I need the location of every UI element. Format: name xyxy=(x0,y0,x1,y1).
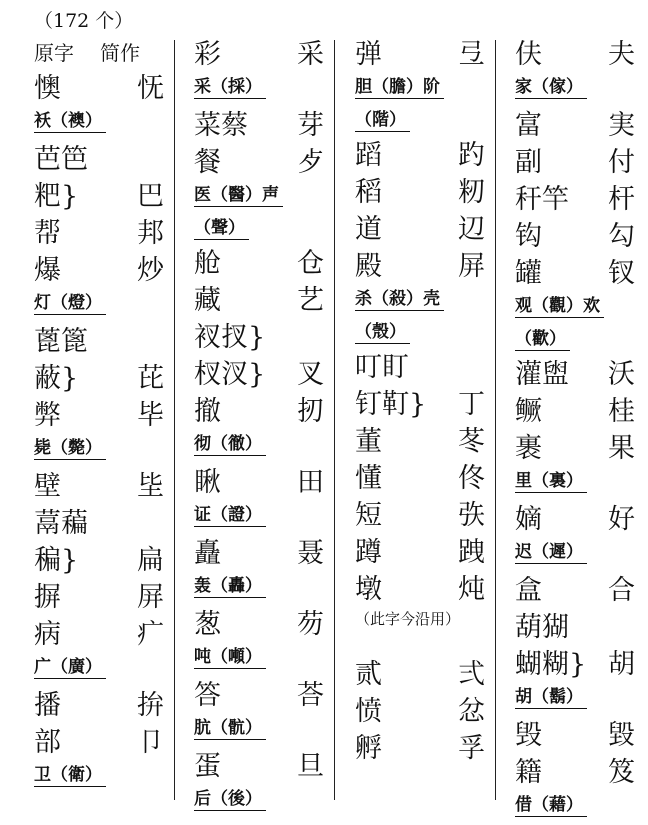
note-text: 里（裏） xyxy=(515,470,587,493)
original-char: 杈汊} xyxy=(194,359,266,390)
note-text: 采（採） xyxy=(194,76,266,99)
homophone-note xyxy=(34,434,164,468)
char-pair-row xyxy=(515,36,635,73)
homophone-note xyxy=(515,73,635,107)
homophone-note xyxy=(355,73,485,107)
simplified-char: 付 xyxy=(608,147,635,178)
original-label: 原字 xyxy=(34,41,74,65)
original-char: 墩 xyxy=(355,574,382,605)
original-char: 餐 xyxy=(194,147,221,178)
note-text: 彻（徹） xyxy=(194,433,266,456)
simplified-char: 夫 xyxy=(608,39,635,70)
note-text: 轰（轟） xyxy=(194,575,266,598)
original-char: 道 xyxy=(355,214,382,245)
homophone-note xyxy=(515,791,635,825)
char-pair-row xyxy=(515,430,635,467)
simplified-char: 歺 xyxy=(297,147,324,178)
simplified-char: 扨 xyxy=(297,396,324,427)
note-text: （歡） xyxy=(515,328,570,351)
original-char: 短 xyxy=(355,500,382,531)
char-pair-row xyxy=(34,616,164,653)
homophone-note xyxy=(355,107,485,137)
char-pair-row xyxy=(194,606,324,643)
simplified-char: 笈 xyxy=(608,757,635,788)
original-char: 鳜 xyxy=(515,396,542,427)
note-text: 借（藉） xyxy=(515,794,587,817)
simplified-char: 芘 xyxy=(137,363,164,394)
char-pair-row xyxy=(194,535,324,572)
original-char: 蹈 xyxy=(355,140,382,171)
homophone-note xyxy=(355,319,485,349)
original-char: 董 xyxy=(355,426,382,457)
char-pair-row xyxy=(34,70,164,107)
note-text: 肮（骯） xyxy=(194,717,266,740)
original-char: 病 xyxy=(34,619,61,650)
original-char: 撤 xyxy=(194,396,221,427)
char-pair-row xyxy=(34,505,164,542)
simplified-char: 拚 xyxy=(137,690,164,721)
char-pair-row xyxy=(515,181,635,218)
char-pair-row xyxy=(194,356,324,393)
simplified-char: 沃 xyxy=(608,359,635,390)
homophone-note xyxy=(515,683,635,717)
note-text: 医（醫）声 xyxy=(194,184,283,207)
original-char: 叮盯 xyxy=(355,352,409,383)
simplified-char: 旦 xyxy=(297,751,324,782)
note-text: 胆（膽）阶 xyxy=(355,76,444,99)
note-text: 胡（鬍） xyxy=(515,686,587,709)
simplified-char: 実 xyxy=(608,110,635,141)
simplified-char: 炒 xyxy=(137,255,164,286)
note-text: 灯（燈） xyxy=(34,292,106,315)
note-text: 袄（襖） xyxy=(34,110,106,133)
char-pair-row xyxy=(355,693,485,730)
simplified-char: 孚 xyxy=(458,733,485,764)
original-char: 毁 xyxy=(515,720,542,751)
simplified-char: 芴 xyxy=(297,609,324,640)
simplified-char: 卩 xyxy=(137,727,164,758)
original-char: 贰 xyxy=(355,659,382,690)
original-char: 舱 xyxy=(194,248,221,279)
char-pair-row xyxy=(515,218,635,255)
char-pair-row xyxy=(515,255,635,292)
homophone-note xyxy=(515,292,635,326)
original-char: 蓖篦 xyxy=(34,326,88,357)
char-pair-row xyxy=(515,717,635,754)
simplified-char: 叉 xyxy=(297,359,324,390)
char-pair-row xyxy=(355,497,485,534)
original-char: 秆竿 xyxy=(515,184,569,215)
char-pair-row xyxy=(355,137,485,174)
simplified-char: 屏 xyxy=(458,251,485,282)
homophone-note xyxy=(515,467,635,501)
homophone-note xyxy=(194,501,324,535)
simplified-char: 芽 xyxy=(297,110,324,141)
char-pair-row xyxy=(194,319,324,356)
original-char: 芭笆 xyxy=(34,144,88,175)
simplified-char: 弖 xyxy=(458,39,485,70)
original-char: 葫猢 xyxy=(515,612,569,643)
original-char: 矗 xyxy=(194,538,221,569)
char-pair-row xyxy=(194,748,324,785)
original-char: 弊 xyxy=(34,400,61,431)
char-pair-row xyxy=(34,323,164,360)
simplified-char: 趵 xyxy=(458,140,485,171)
char-pair-row xyxy=(515,609,635,646)
simplified-char: 丁 xyxy=(458,389,485,420)
original-char: 爆 xyxy=(34,255,61,286)
original-char: 籍 xyxy=(515,757,542,788)
original-char: 伕 xyxy=(515,39,542,70)
simplified-char: 艺 xyxy=(297,285,324,316)
homophone-note xyxy=(515,538,635,572)
char-pair-row xyxy=(194,245,324,282)
original-char: 部 xyxy=(34,727,61,758)
note-text: （殼） xyxy=(355,321,410,344)
note-text: 后（後） xyxy=(194,788,266,811)
simplified-char: 采 xyxy=(297,39,324,70)
char-pair-row xyxy=(355,571,485,608)
simplified-char: 弍 xyxy=(458,659,485,690)
char-pair-row xyxy=(34,397,164,434)
original-char: 衩扠} xyxy=(194,322,266,353)
original-char: 愤 xyxy=(355,696,382,727)
homophone-note xyxy=(194,785,324,819)
original-char: 罐 xyxy=(515,258,542,289)
original-char: 壁 xyxy=(34,471,61,502)
note-text: 家（傢） xyxy=(515,76,587,99)
simplified-char: 巴 xyxy=(137,181,164,212)
simplified-char: 跩 xyxy=(458,537,485,568)
char-pair-row xyxy=(515,646,635,683)
note-text: 观（觀）欢 xyxy=(515,295,604,318)
char-pair-row xyxy=(194,464,324,501)
char-pair-row xyxy=(355,730,485,767)
remark-text: （此字今沿用） xyxy=(355,610,461,628)
note-text: （階） xyxy=(355,109,410,132)
note-text: 毙（斃） xyxy=(34,437,106,460)
char-pair-row xyxy=(515,144,635,181)
original-char: 粑} xyxy=(34,181,79,212)
simplified-char: 屏 xyxy=(137,582,164,613)
char-pair-row xyxy=(194,144,324,181)
original-char: 彩 xyxy=(194,39,221,70)
column-header xyxy=(34,36,164,70)
column-2 xyxy=(194,36,324,819)
char-pair-row xyxy=(34,252,164,289)
homophone-note xyxy=(515,326,635,356)
char-pair-row xyxy=(515,572,635,609)
simplified-char: 苳 xyxy=(458,426,485,457)
page-header: （172 个） xyxy=(34,10,134,32)
homophone-note xyxy=(194,714,324,748)
simplified-char: 毕 xyxy=(137,400,164,431)
original-char: 蝴糊} xyxy=(515,649,587,680)
original-char: 菜蔡 xyxy=(194,110,248,141)
original-char: 瞅 xyxy=(194,467,221,498)
simplified-char: 胡 xyxy=(608,649,635,680)
original-char: 钉靪} xyxy=(355,389,427,420)
original-char: 蔽} xyxy=(34,363,79,394)
char-pair-row xyxy=(34,360,164,397)
original-char: 弹 xyxy=(355,39,382,70)
char-pair-row xyxy=(34,724,164,761)
char-pair-row xyxy=(355,386,485,423)
char-pair-row xyxy=(34,178,164,215)
homophone-note xyxy=(194,572,324,606)
original-char: 藏 xyxy=(194,285,221,316)
char-pair-row xyxy=(34,468,164,505)
simplified-char: 矤 xyxy=(458,500,485,531)
homophone-note xyxy=(34,761,164,795)
original-char: 稻 xyxy=(355,177,382,208)
simplified-char: 佟 xyxy=(458,463,485,494)
homophone-note xyxy=(34,289,164,323)
original-char: 副 xyxy=(515,147,542,178)
homophone-note xyxy=(194,73,324,107)
original-char: 裹 xyxy=(515,433,542,464)
note-text: 杀（殺）壳 xyxy=(355,288,444,311)
simplified-char: 毀 xyxy=(608,720,635,751)
original-char: 懂 xyxy=(355,463,382,494)
simplified-char: 荅 xyxy=(297,680,324,711)
original-char: 帮 xyxy=(34,218,61,249)
simplified-char: 合 xyxy=(608,575,635,606)
simplified-char: 坒 xyxy=(137,471,164,502)
column-3 xyxy=(355,36,485,767)
char-pair-row xyxy=(515,754,635,791)
column-1 xyxy=(34,36,164,795)
homophone-note xyxy=(194,181,324,215)
note-text: 吨（噸） xyxy=(194,646,266,669)
char-pair-row xyxy=(355,349,485,386)
homophone-note xyxy=(194,430,324,464)
simplified-char: 疒 xyxy=(137,619,164,650)
simplified-char: 田 xyxy=(297,467,324,498)
simplified-char: 忿 xyxy=(458,696,485,727)
char-pair-row xyxy=(515,501,635,538)
original-char: 灌盥 xyxy=(515,359,569,390)
char-pair-row xyxy=(34,687,164,724)
original-char: 嫡 xyxy=(515,504,542,535)
simplified-char: 好 xyxy=(608,504,635,535)
char-pair-row xyxy=(194,107,324,144)
char-pair-row xyxy=(515,356,635,393)
char-pair-row xyxy=(34,141,164,178)
note-text: （聲） xyxy=(194,217,249,240)
char-pair-row xyxy=(355,248,485,285)
char-pair-row xyxy=(194,677,324,714)
original-char: 殿 xyxy=(355,251,382,282)
column-4 xyxy=(515,36,635,825)
simplified-label: 简作 xyxy=(100,41,140,65)
original-char: 葱 xyxy=(194,609,221,640)
char-pair-row xyxy=(194,36,324,73)
original-char: 摒 xyxy=(34,582,61,613)
simplified-char: 扁 xyxy=(137,545,164,576)
original-char: 蒚藊 xyxy=(34,508,88,539)
char-pair-row xyxy=(355,174,485,211)
simplified-char: 桂 xyxy=(608,396,635,427)
homophone-note xyxy=(34,107,164,141)
homophone-note xyxy=(355,285,485,319)
char-pair-row xyxy=(515,393,635,430)
original-char: 稨} xyxy=(34,545,79,576)
note-text: 迟（遲） xyxy=(515,541,587,564)
char-pair-row xyxy=(355,423,485,460)
simplified-char: 邦 xyxy=(137,218,164,249)
char-pair-row xyxy=(515,107,635,144)
char-pair-row xyxy=(194,393,324,430)
simplified-char: 果 xyxy=(608,433,635,464)
original-char: 盒 xyxy=(515,575,542,606)
homophone-note xyxy=(194,215,324,245)
note-text: 证（證） xyxy=(194,504,266,527)
char-pair-row xyxy=(34,579,164,616)
simplified-char: 钗 xyxy=(608,258,635,289)
original-char: 播 xyxy=(34,690,61,721)
original-char: 钩 xyxy=(515,221,542,252)
simplified-char: 辺 xyxy=(458,214,485,245)
simplified-char: 仓 xyxy=(297,248,324,279)
original-char: 答 xyxy=(194,680,221,711)
original-char: 孵 xyxy=(355,733,382,764)
char-pair-row xyxy=(355,460,485,497)
column-divider xyxy=(334,40,335,800)
original-char: 懊 xyxy=(34,73,61,104)
note-text: 卫（衛） xyxy=(34,764,106,787)
simplified-char: 杆 xyxy=(608,184,635,215)
char-pair-row xyxy=(355,36,485,73)
char-pair-row xyxy=(34,215,164,252)
char-pair-row xyxy=(355,534,485,571)
char-pair-row xyxy=(194,282,324,319)
char-pair-row xyxy=(355,211,485,248)
simplified-char: 炖 xyxy=(458,574,485,605)
original-char: 蹲 xyxy=(355,537,382,568)
note-text: 广（廣） xyxy=(34,656,106,679)
column-divider xyxy=(174,40,175,800)
simplified-char: 怃 xyxy=(137,73,164,104)
original-char: 蛋 xyxy=(194,751,221,782)
char-pair-row xyxy=(355,656,485,693)
original-char: 富 xyxy=(515,110,542,141)
simplified-char: 聂 xyxy=(297,538,324,569)
simplified-char: 籾 xyxy=(458,177,485,208)
homophone-note xyxy=(194,643,324,677)
homophone-note xyxy=(34,653,164,687)
char-pair-row xyxy=(34,542,164,579)
simplified-char: 勾 xyxy=(608,221,635,252)
column-divider xyxy=(495,40,496,800)
